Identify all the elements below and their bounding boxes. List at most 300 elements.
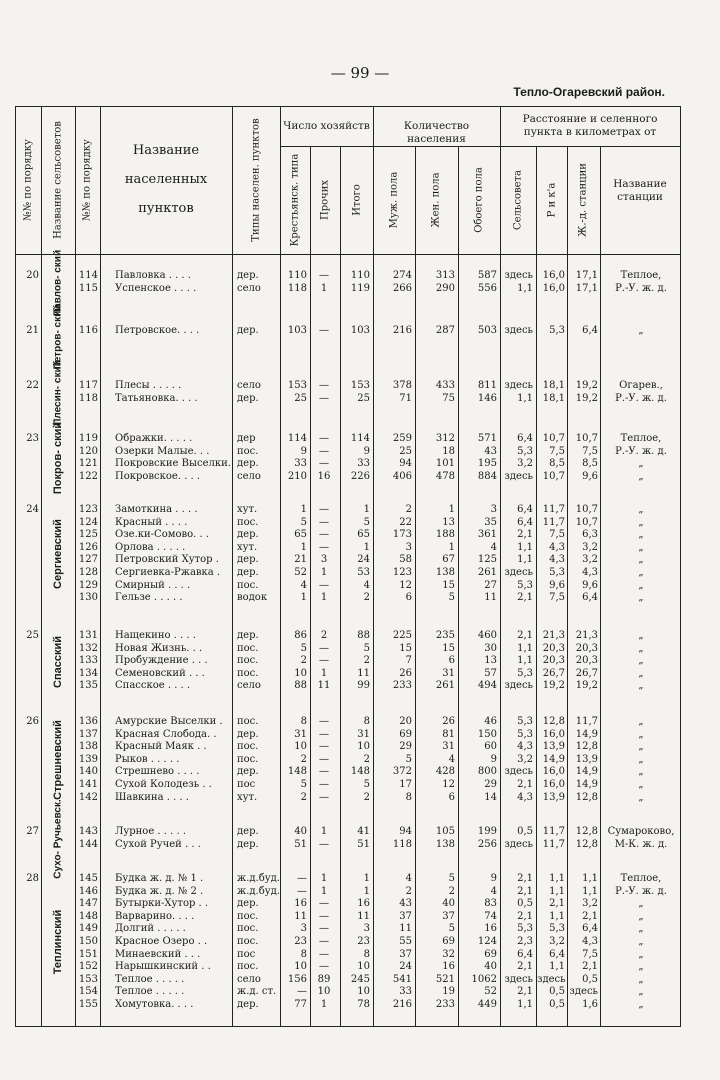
- pop-female: 6: [448, 655, 455, 667]
- header-dist-district: Р и к'а: [546, 182, 558, 218]
- place-name: Красное Озеро . .: [115, 936, 208, 947]
- hh-total: 9: [363, 445, 370, 457]
- place-name: Амурские Выселки .: [115, 716, 223, 727]
- pop-male: 372: [392, 766, 412, 778]
- station-name: „: [638, 592, 644, 604]
- hh-total: 226: [350, 470, 370, 482]
- pop-both: 1062: [471, 973, 497, 985]
- dist-station: 1,1: [582, 873, 598, 884]
- hh-other: —: [319, 325, 329, 336]
- dist-district: 19,2: [542, 680, 565, 692]
- dist-council: 5,3: [517, 923, 533, 935]
- hh-peasant: 23: [294, 936, 307, 947]
- hh-peasant: 156: [287, 973, 307, 985]
- station-name: Р.-У. ж. д.: [615, 885, 667, 897]
- pop-both: 199: [477, 826, 497, 837]
- dist-station: 17,1: [575, 270, 598, 281]
- place-type: дер: [237, 433, 256, 444]
- dist-council: 2,1: [517, 779, 533, 790]
- place-type: дер.: [237, 898, 259, 910]
- dist-station: 8,5: [582, 458, 598, 470]
- station-name: „: [638, 741, 644, 753]
- hh-peasant: 8: [300, 716, 307, 727]
- pop-female: 5: [448, 923, 455, 935]
- pop-male: 2: [405, 504, 412, 515]
- header-pop-both: Обоего пола: [473, 167, 485, 233]
- place-type: дер.: [237, 529, 259, 541]
- place-type: пос.: [237, 516, 259, 528]
- pop-male: 11: [399, 923, 412, 935]
- pop-female: 261: [435, 680, 455, 692]
- place-name: Орлова . . . . .: [115, 541, 186, 553]
- pop-both: 146: [477, 392, 497, 404]
- header-households: Число хозяйств: [283, 120, 370, 132]
- pop-both: 57: [484, 667, 497, 679]
- header-dist-station: Ж.-д. станции: [577, 163, 589, 237]
- pop-both: 11: [484, 592, 497, 604]
- hh-other: 11: [317, 680, 331, 692]
- dist-station: 7,5: [582, 948, 598, 960]
- place-name: Покровские Выселки.: [115, 458, 231, 470]
- station-name: „: [638, 680, 644, 692]
- item-number: 144: [78, 838, 98, 850]
- place-type: хут.: [237, 541, 258, 553]
- place-name: Лурное . . . . .: [115, 826, 187, 837]
- place-name: Сухой Колодезь . .: [115, 779, 212, 790]
- dist-district: 13,9: [542, 741, 565, 753]
- hh-peasant: 11: [294, 910, 307, 922]
- council-name: Петров- ский: [52, 304, 64, 370]
- place-name: Гельзе . . . . .: [115, 592, 183, 604]
- pop-female: 1: [448, 541, 455, 553]
- dist-council: 5,3: [517, 445, 533, 457]
- dist-station: 2,1: [582, 961, 598, 973]
- item-number: 123: [78, 504, 98, 515]
- item-number: 142: [78, 791, 98, 803]
- pop-male: 58: [399, 554, 412, 566]
- pop-female: 40: [442, 898, 455, 910]
- place-name: Нащекино . . . .: [115, 630, 196, 641]
- dist-council: 6,4: [517, 433, 533, 444]
- pop-female: 2: [448, 885, 455, 897]
- place-name: Красный Маяк . .: [115, 741, 207, 753]
- hh-peasant: 40: [294, 826, 307, 837]
- dist-council: 4,3: [517, 791, 533, 803]
- place-type: пос.: [237, 753, 259, 765]
- pop-both: 449: [477, 999, 497, 1010]
- place-name: Долгий . . . . .: [115, 923, 186, 935]
- council-name: Плесин- ский: [52, 359, 64, 426]
- pop-male: 7: [405, 655, 412, 667]
- dist-council: 0,5: [517, 826, 533, 837]
- pop-female: 37: [442, 910, 455, 922]
- station-name: Р.-У. ж. д.: [615, 445, 667, 457]
- dist-council: 5,3: [517, 716, 533, 727]
- place-type: дер.: [237, 838, 259, 850]
- council-name: Павлов- ский: [52, 249, 64, 316]
- dist-district: 18,1: [542, 380, 565, 391]
- dist-council: 2,3: [517, 936, 533, 947]
- dist-council: 1,1: [517, 554, 533, 566]
- hh-total: 51: [357, 838, 370, 850]
- station-name: „: [638, 458, 644, 470]
- place-type: пос.: [237, 741, 259, 753]
- pop-male: 3: [405, 541, 412, 553]
- hh-other: 1: [320, 667, 328, 679]
- dist-station: 1,6: [582, 999, 598, 1010]
- header-hh-total: Итого: [351, 184, 363, 216]
- place-type: хут.: [237, 791, 258, 803]
- place-type: дер.: [237, 458, 259, 470]
- pop-female: 428: [435, 766, 455, 778]
- pop-male: 259: [392, 433, 412, 444]
- item-number: 151: [78, 948, 98, 960]
- pop-both: 494: [477, 680, 497, 692]
- dist-district: 1,1: [549, 873, 565, 884]
- dist-council: 6,4: [517, 504, 533, 515]
- group-number: 26: [26, 716, 39, 727]
- place-name: Татьяновка. . . .: [115, 392, 198, 404]
- dist-council: 2,1: [517, 885, 533, 897]
- place-type: село: [237, 973, 261, 985]
- dist-district: 16,0: [542, 766, 565, 778]
- station-name: М-К. ж. д.: [614, 838, 668, 850]
- station-name: „: [638, 728, 644, 740]
- dist-district: 11,7: [542, 826, 565, 837]
- item-number: 152: [78, 961, 98, 973]
- header-population: Количество населения: [403, 120, 470, 145]
- dist-council: 2,1: [517, 961, 533, 973]
- hh-peasant: 5: [300, 516, 307, 528]
- place-name: Петровское. . . .: [115, 325, 200, 336]
- group-number: 24: [26, 504, 39, 515]
- pop-female: 235: [435, 630, 455, 641]
- pop-both: 261: [477, 567, 497, 578]
- pop-both: 9: [490, 753, 497, 765]
- hh-peasant: 1: [300, 592, 307, 604]
- item-number: 155: [78, 999, 98, 1010]
- header-pop-male: Муж. пола: [388, 171, 400, 229]
- pop-both: 83: [484, 898, 497, 910]
- pop-both: 60: [484, 741, 497, 753]
- group-number: 21: [26, 325, 39, 336]
- pop-both: 40: [484, 961, 497, 973]
- hh-total: 1: [363, 541, 370, 553]
- item-number: 133: [78, 655, 98, 667]
- place-name: Варварино. . . .: [115, 910, 195, 922]
- hh-peasant: —: [297, 986, 307, 998]
- hh-total: 119: [350, 282, 370, 294]
- dist-district: 5,3: [549, 923, 565, 935]
- dist-district: 5,3: [549, 567, 565, 578]
- place-name: Красный . . . .: [115, 516, 188, 528]
- dist-district: 16,0: [542, 282, 565, 294]
- station-name: „: [638, 541, 644, 553]
- place-name: Плесы . . . . .: [115, 380, 182, 391]
- item-number: 141: [78, 779, 98, 790]
- dist-station: 3,2: [582, 541, 598, 553]
- pop-both: 800: [477, 766, 497, 778]
- dist-station: 14,9: [575, 766, 598, 778]
- station-name: „: [638, 948, 644, 960]
- hh-other: —: [319, 753, 329, 765]
- dist-council: 1,1: [517, 999, 533, 1010]
- hh-peasant: 1: [300, 541, 307, 553]
- pop-both: 884: [477, 470, 497, 482]
- item-number: 122: [78, 470, 98, 482]
- station-name: „: [638, 667, 644, 679]
- pop-both: 556: [477, 282, 497, 294]
- place-type: пос: [237, 948, 256, 960]
- station-name: „: [638, 554, 644, 566]
- place-type: дер.: [237, 554, 259, 566]
- station-name: „: [638, 504, 644, 515]
- hh-peasant: 2: [300, 655, 307, 667]
- hh-peasant: 33: [294, 458, 307, 470]
- pop-both: 256: [477, 838, 497, 850]
- hh-other: 1: [320, 567, 328, 578]
- station-name: „: [638, 923, 644, 935]
- hh-other: —: [319, 433, 329, 444]
- dist-council: 2,1: [517, 873, 533, 884]
- pop-both: 587: [477, 270, 497, 281]
- hh-peasant: 118: [287, 282, 307, 294]
- dist-district: здесь: [537, 973, 566, 985]
- pop-male: 5: [405, 753, 412, 765]
- hh-other: —: [319, 504, 329, 515]
- pop-male: 94: [399, 826, 412, 837]
- item-number: 126: [78, 541, 98, 553]
- council-name: Спасский: [52, 635, 64, 688]
- hh-other: —: [319, 838, 329, 850]
- hh-total: 103: [350, 325, 370, 336]
- pop-both: 29: [484, 779, 497, 790]
- hh-other: 2: [320, 630, 328, 641]
- dist-district: 26,7: [542, 667, 565, 679]
- place-name: Успенское . . . .: [115, 282, 197, 294]
- hh-other: 1: [320, 282, 328, 294]
- hh-other: —: [319, 898, 329, 910]
- pop-female: 5: [448, 873, 455, 884]
- pop-male: 216: [392, 325, 412, 336]
- group-number: 20: [26, 270, 39, 281]
- dist-station: 13,9: [575, 753, 598, 765]
- header-type: Типы населен. пунктов: [250, 118, 262, 242]
- place-name: Хомутовка. . . .: [115, 999, 194, 1010]
- item-number: 127: [78, 554, 98, 566]
- hh-peasant: 5: [300, 642, 307, 654]
- dist-station: 6,4: [582, 923, 598, 935]
- place-type: пос.: [237, 445, 259, 457]
- dist-district: 2,1: [549, 898, 565, 910]
- pop-male: 43: [399, 898, 412, 910]
- item-number: 115: [78, 282, 98, 294]
- item-number: 153: [78, 973, 98, 985]
- place-name: Будка ж. д. № 2 .: [115, 885, 204, 897]
- pop-both: 74: [484, 910, 497, 922]
- hh-total: 1: [363, 504, 370, 515]
- place-name: Бутырки-Хутор . .: [115, 898, 209, 910]
- dist-district: 21,3: [542, 630, 565, 641]
- hh-total: 2: [363, 791, 370, 803]
- item-number: 114: [78, 270, 98, 281]
- hh-other: 89: [317, 973, 331, 985]
- station-name: „: [638, 910, 644, 922]
- pop-female: 6: [448, 791, 455, 803]
- station-name: „: [638, 642, 644, 654]
- pop-male: 37: [399, 948, 412, 960]
- station-name: Теплое,: [620, 873, 662, 884]
- group-number: 27: [26, 826, 39, 837]
- hh-peasant: 3: [300, 923, 307, 935]
- dist-district: 20,3: [542, 642, 565, 654]
- place-type: пос.: [237, 716, 259, 727]
- place-type: пос.: [237, 923, 259, 935]
- station-name: „: [638, 986, 644, 998]
- item-number: 137: [78, 728, 98, 740]
- page-number: — 99 —: [330, 64, 390, 82]
- hh-total: 4: [363, 579, 370, 591]
- place-name: Озе.ки-Сомово. . .: [115, 529, 210, 541]
- place-type: ж.д.буд.: [237, 885, 280, 897]
- council-name: Сергиевский: [52, 519, 64, 590]
- pop-female: 31: [442, 667, 455, 679]
- item-number: 118: [78, 392, 98, 404]
- place-type: пос.: [237, 655, 259, 667]
- hh-other: —: [319, 910, 329, 922]
- dist-district: 9,6: [549, 579, 565, 591]
- dist-council: 1,1: [517, 655, 533, 667]
- hh-peasant: 9: [300, 445, 307, 457]
- pop-male: 17: [399, 779, 412, 790]
- pop-male: 15: [399, 642, 412, 654]
- hh-total: 10: [357, 741, 370, 753]
- hh-total: 24: [357, 554, 370, 566]
- pop-female: 138: [435, 567, 455, 578]
- hh-other: —: [319, 380, 329, 391]
- header-hh-other: Прочих: [319, 179, 331, 221]
- station-name: Теплое,: [620, 433, 662, 444]
- hh-total: 2: [363, 655, 370, 667]
- pop-male: 37: [399, 910, 412, 922]
- place-type: село: [237, 380, 261, 391]
- dist-station: 10,7: [575, 504, 598, 515]
- dist-district: 7,5: [549, 592, 565, 604]
- place-name: Теплое . . . . .: [115, 973, 185, 985]
- place-type: дер.: [237, 325, 259, 336]
- item-number: 117: [78, 380, 98, 391]
- pop-both: 16: [484, 923, 497, 935]
- dist-district: 8,5: [549, 458, 565, 470]
- hh-peasant: 31: [294, 728, 307, 740]
- pop-female: 290: [435, 282, 455, 294]
- hh-peasant: 16: [294, 898, 307, 910]
- dist-council: 6,4: [517, 948, 533, 960]
- hh-other: —: [319, 791, 329, 803]
- dist-station: 20,3: [575, 655, 598, 667]
- pop-both: 3: [490, 504, 497, 515]
- pop-male: 22: [399, 516, 412, 528]
- hh-peasant: 5: [300, 779, 307, 790]
- station-name: „: [638, 579, 644, 591]
- dist-station: 6,3: [582, 529, 598, 541]
- dist-council: 2,1: [517, 529, 533, 541]
- place-name: Пробуждение . . .: [115, 655, 208, 667]
- item-number: 143: [78, 826, 98, 837]
- hh-total: 8: [363, 948, 370, 960]
- header-pop-female: Жен. пола: [430, 172, 442, 228]
- dist-station: 26,7: [575, 667, 598, 679]
- item-number: 148: [78, 910, 98, 922]
- dist-council: 2,1: [517, 630, 533, 641]
- place-type: дер.: [237, 630, 259, 641]
- item-number: 154: [78, 986, 98, 998]
- group-number: 25: [26, 630, 39, 641]
- dist-council: здесь: [504, 270, 533, 281]
- station-name: „: [638, 753, 644, 765]
- pop-both: 9: [490, 873, 497, 884]
- hh-total: 5: [363, 642, 370, 654]
- station-name: „: [638, 630, 644, 641]
- item-number: 140: [78, 766, 98, 778]
- place-name: Семеновский . . .: [115, 667, 205, 679]
- pop-both: 811: [477, 380, 497, 391]
- hh-peasant: 86: [294, 630, 307, 641]
- dist-council: здесь: [504, 470, 533, 482]
- dist-district: 11,7: [542, 838, 565, 850]
- pop-male: 55: [399, 936, 412, 947]
- pop-female: 16: [442, 961, 455, 973]
- hh-other: —: [319, 516, 329, 528]
- pop-female: 15: [442, 579, 455, 591]
- hh-total: 16: [357, 898, 370, 910]
- hh-other: 10: [317, 986, 331, 998]
- hh-other: —: [319, 779, 329, 790]
- hh-total: 148: [350, 766, 370, 778]
- dist-council: 0,5: [517, 898, 533, 910]
- pop-female: 1: [448, 504, 455, 515]
- hh-total: 88: [357, 630, 370, 641]
- hh-peasant: 65: [294, 529, 307, 541]
- dist-council: 5,3: [517, 667, 533, 679]
- place-type: дер.: [237, 826, 259, 837]
- dist-council: здесь: [504, 567, 533, 578]
- group-number: 23: [26, 433, 39, 444]
- hh-peasant: 21: [294, 554, 307, 566]
- item-number: 136: [78, 716, 98, 727]
- dist-station: 10,7: [575, 433, 598, 444]
- pop-both: 13: [484, 655, 497, 667]
- dist-council: 1,1: [517, 642, 533, 654]
- place-name: Павловка . . . .: [115, 270, 191, 281]
- station-name: „: [638, 716, 644, 727]
- place-type: дер.: [237, 270, 259, 281]
- item-number: 124: [78, 516, 98, 528]
- hh-total: 11: [357, 667, 370, 679]
- pop-female: 4: [448, 753, 455, 765]
- item-number: 145: [78, 873, 98, 884]
- hh-peasant: 103: [287, 325, 307, 336]
- hh-other: 1: [320, 885, 328, 897]
- pop-both: 30: [484, 642, 497, 654]
- item-number: 135: [78, 680, 98, 692]
- dist-station: 17,1: [575, 282, 598, 294]
- pop-female: 105: [435, 826, 455, 837]
- station-name: „: [638, 961, 644, 973]
- station-name: Сумароково,: [607, 826, 675, 837]
- hh-peasant: 52: [294, 567, 307, 578]
- place-name: Сергиевка-Ржавка .: [115, 567, 221, 578]
